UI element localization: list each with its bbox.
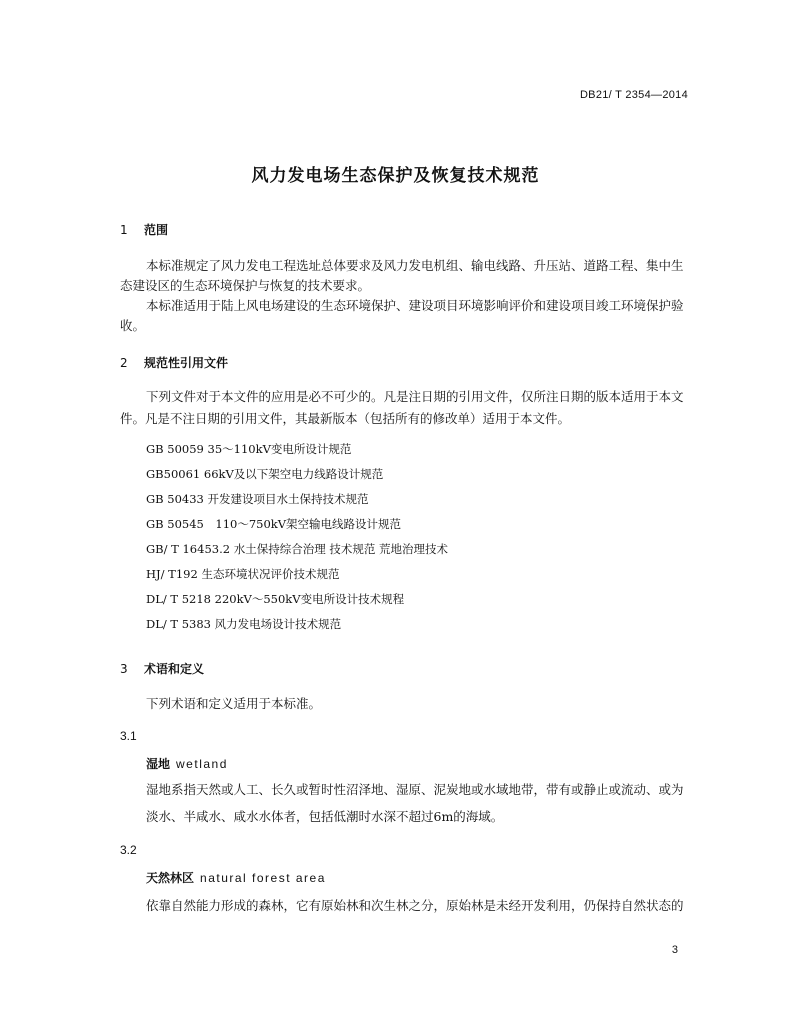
- section-3-intro: [120, 693, 690, 715]
- reference-item: GB/ T 16453.2 水土保持综合治理 技术规范 荒地治理技术: [146, 542, 449, 556]
- term-chinese: 湿地: [146, 757, 171, 771]
- section-number: 3: [120, 662, 128, 676]
- reference-item: GB 50545 110～750kV架空输电线路设计规范: [146, 517, 402, 531]
- term-english: wetland: [176, 757, 228, 771]
- section-title: 范围: [144, 223, 169, 237]
- page-number: 3: [671, 944, 678, 956]
- term-definition: 依靠自然能力形成的森林，它有原始林和次生林之分，原始林是未经开发利用，仍保持自然状态的: [146, 898, 684, 913]
- reference-item: DL/ T 5383 风力发电场设计技术规范: [146, 617, 342, 631]
- section-1-body: [120, 256, 690, 336]
- term-number: 3.1: [120, 729, 137, 743]
- section-3-heading: [120, 660, 204, 677]
- section-number: 2: [120, 356, 128, 370]
- section-number: 1: [120, 223, 128, 237]
- document-code: DB21/ T 2354—2014: [579, 89, 688, 101]
- reference-item: DL/ T 5218 220kV～550kV变电所设计技术规程: [146, 592, 405, 606]
- reference-item: GB 50433 开发建设项目水土保持技术规范: [146, 492, 369, 506]
- term-number: 3.2: [120, 843, 137, 857]
- term-chinese: 天然林区: [146, 871, 195, 885]
- paragraph: 下列文件对于本文件的应用是必不可少的。凡是注日期的引用文件，仅所注日期的版本适用于本文件。凡是不注日期的引用文件，其最新版本（包括所有的修改单）适用于本文件。: [120, 389, 684, 426]
- paragraph: 本标准适用于陆上风电场建设的生态环境保护、建设项目环境影响评价和建设项目竣工环境保护验收。: [120, 298, 684, 333]
- section-1-heading: [120, 221, 168, 238]
- term-heading: [146, 869, 326, 886]
- paragraph: 本标准规定了风力发电工程选址总体要求及风力发电机组、输电线路、升压站、道路工程、集中生态建设区的生态环境保护与恢复的技术要求。: [120, 258, 684, 293]
- section-2-body: [120, 386, 690, 430]
- term-definition: 湿地系指天然或人工、长久或暂时性沼泽地、湿原、泥炭地或水域地带，带有或静止或流动、或为淡水、半咸水、咸水水体者，包括低潮时水深不超过6m的海域。: [146, 782, 684, 824]
- section-title: 术语和定义: [144, 662, 205, 676]
- reference-item: GB50061 66kV及以下架空电力线路设计规范: [146, 467, 384, 481]
- reference-item: GB 50059 35～110kV变电所设计规范: [146, 442, 352, 456]
- section-title: 规范性引用文件: [144, 356, 229, 370]
- page-title: 风力发电场生态保护及恢复技术规范: [251, 166, 540, 186]
- paragraph: 下列术语和定义适用于本标准。: [146, 696, 322, 711]
- section-2-heading: [120, 354, 228, 371]
- term-heading: [146, 755, 228, 772]
- reference-item: HJ/ T192 生态环境状况评价技术规范: [146, 567, 340, 581]
- term-english: natural forest area: [200, 871, 326, 885]
